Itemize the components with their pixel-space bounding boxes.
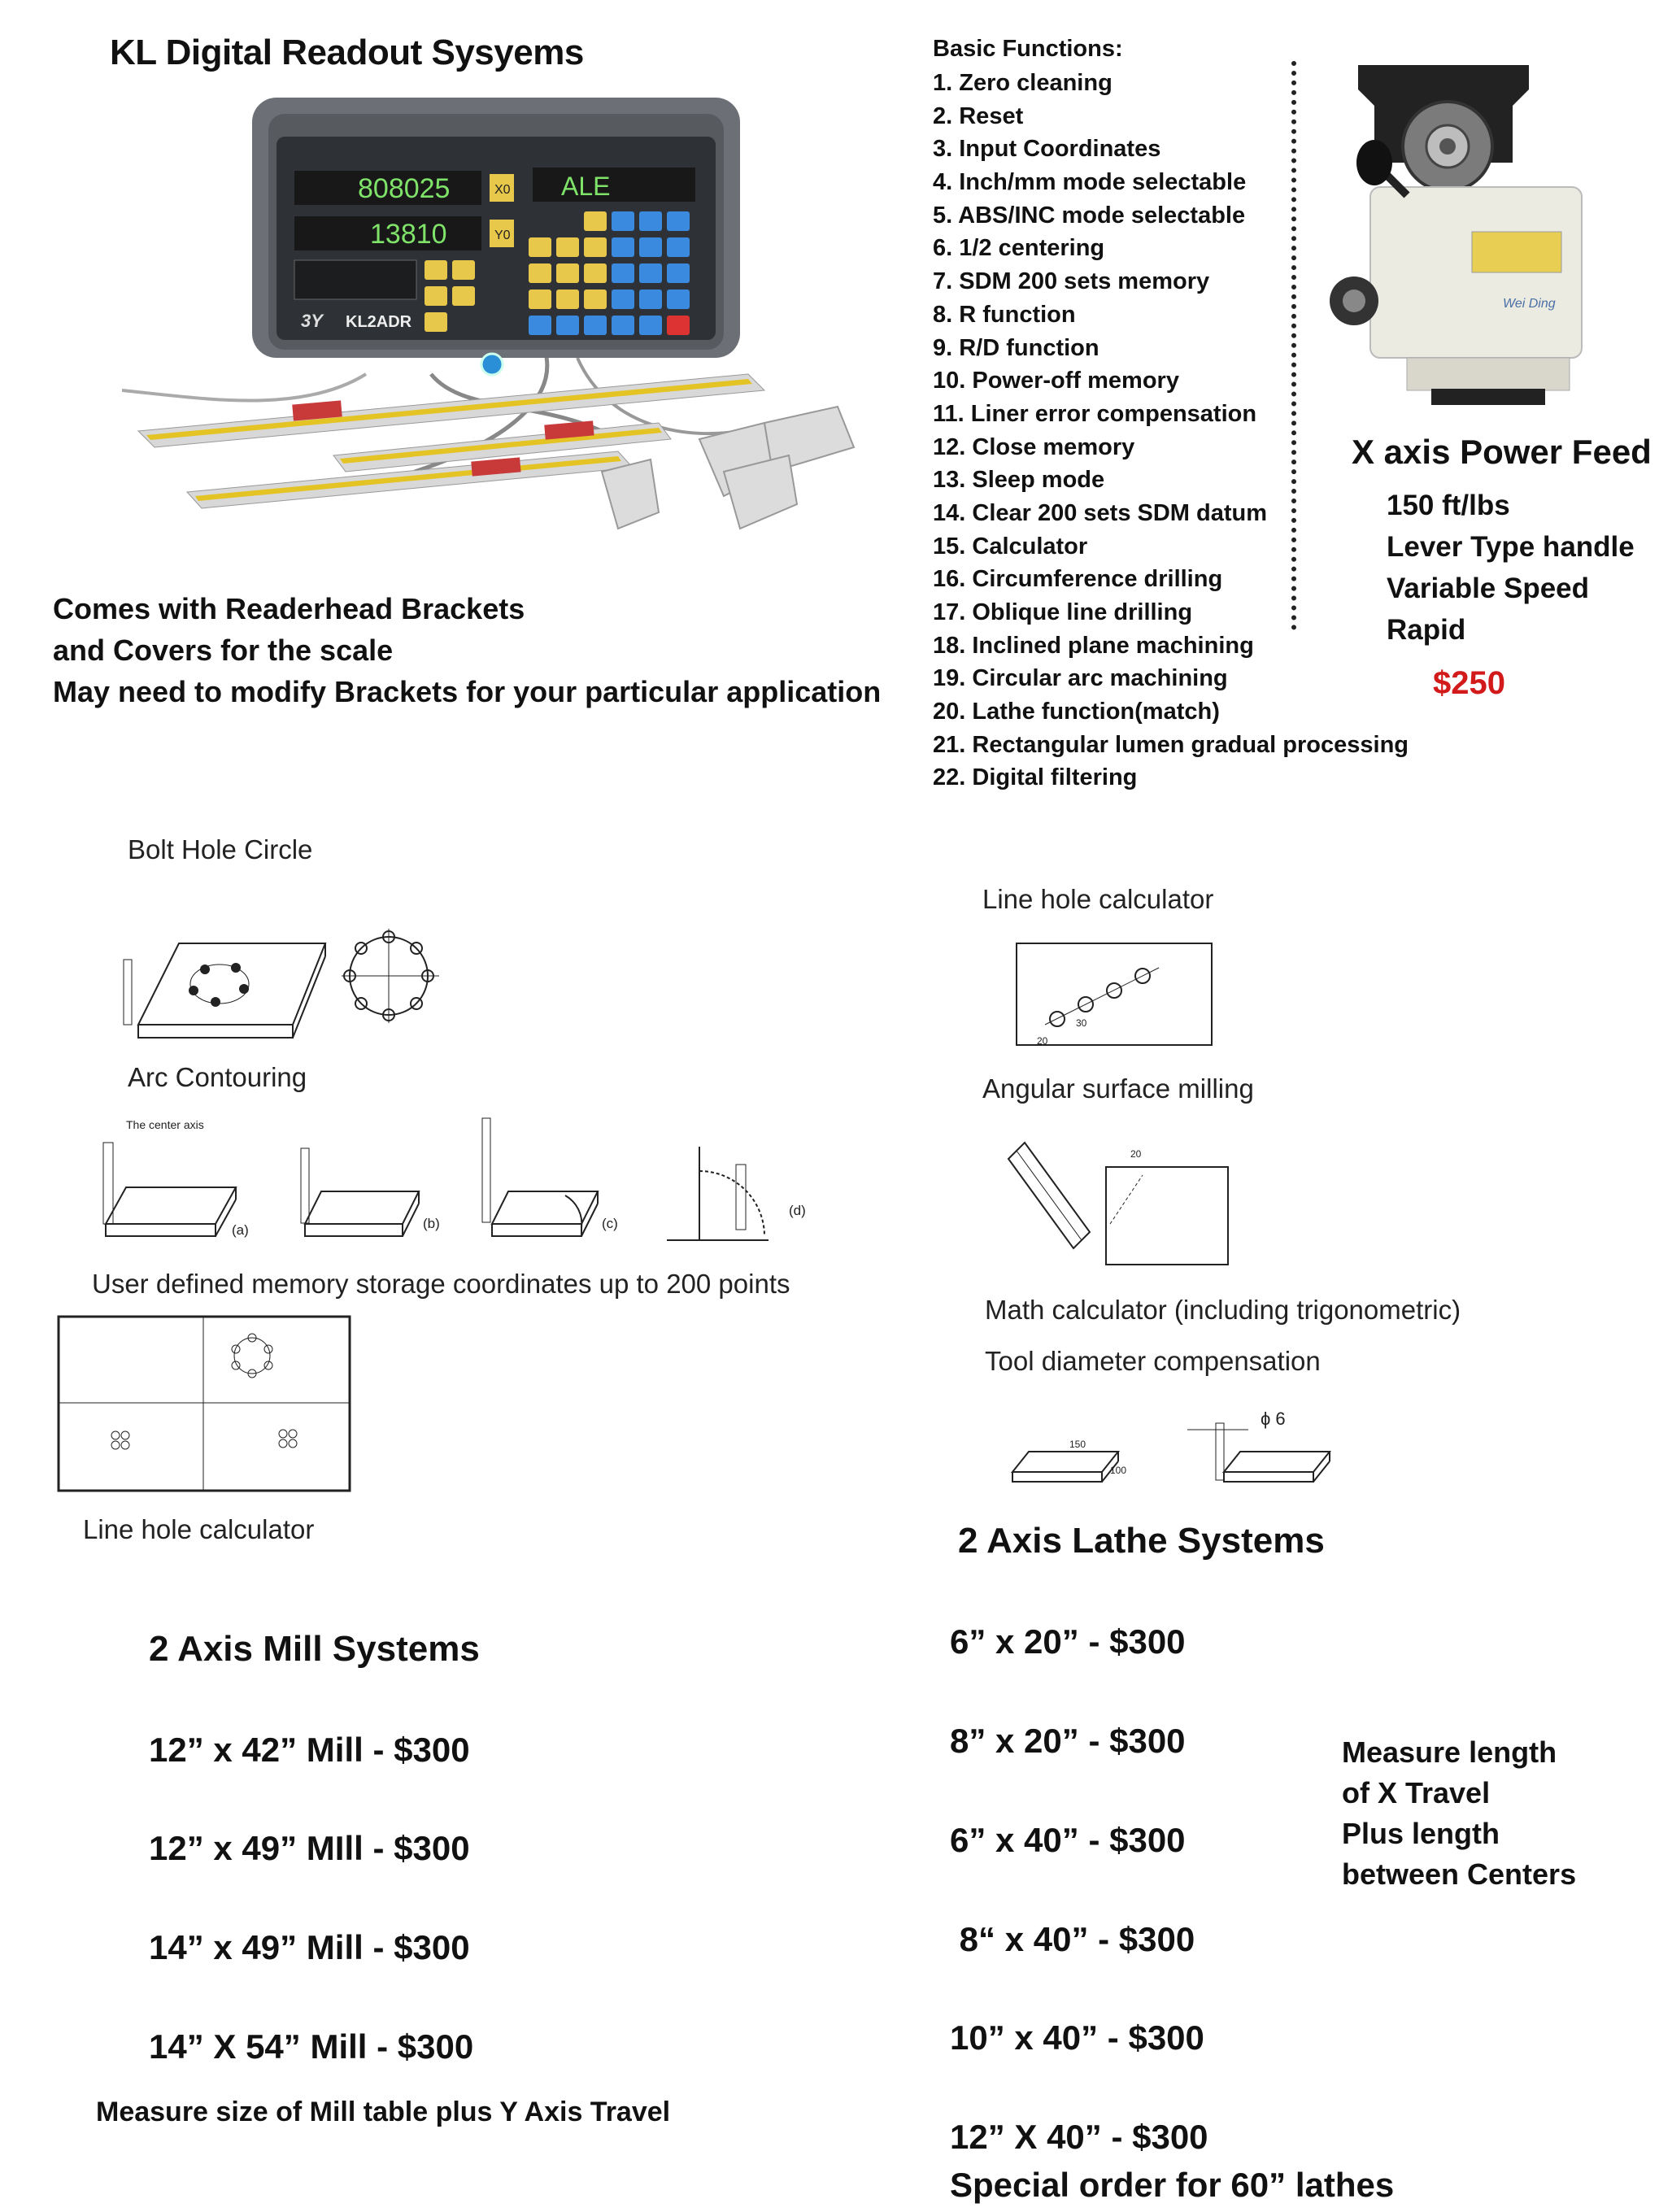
keypad-key[interactable] (529, 290, 551, 309)
keypad-key[interactable] (667, 290, 690, 309)
lathe-item: 8“ x 40” - $300 (950, 1920, 1195, 1958)
function-item: 17. Oblique line drilling (933, 599, 1193, 625)
line-hole-dim-20: 20 (1037, 1035, 1048, 1047)
angular-milling-label: Angular surface milling (982, 1073, 1254, 1104)
keypad-key[interactable] (667, 237, 690, 257)
mill-item: 14” X 54” Mill - $300 (149, 2027, 474, 2066)
note-line-2: and Covers for the scale (53, 634, 394, 667)
function-item: 1. Zero cleaning (933, 70, 1113, 96)
arc-label-d: (d) (789, 1203, 806, 1218)
keypad-key[interactable] (529, 316, 551, 335)
function-item: 4. Inch/mm mode selectable (933, 169, 1247, 196)
function-item: 18. Inclined plane machining (933, 632, 1254, 659)
measure-line-3: Plus length (1342, 1817, 1500, 1850)
power-feed-image (1326, 57, 1635, 415)
function-item: 15. Calculator (933, 533, 1088, 560)
function-item: 6. 1/2 centering (933, 235, 1105, 262)
keypad-key[interactable] (612, 316, 634, 335)
dro-product-image (122, 89, 870, 561)
keypad-key[interactable] (529, 263, 551, 283)
power-feed-spec-torque: 150 ft/lbs (1387, 490, 1510, 521)
angular-milling-diagram (1000, 1126, 1244, 1273)
keypad-key[interactable] (584, 316, 607, 335)
function-item: 13. Sleep mode (933, 467, 1105, 494)
lathe-item: 8” x 20” - $300 (950, 1722, 1186, 1760)
arc-label-b: (b) (423, 1216, 440, 1231)
mill-item: 14” x 49” Mill - $300 (149, 1928, 470, 1966)
tool-comp-dim-150: 150 (1069, 1439, 1086, 1450)
mill-title: 2 Axis Mill Systems (149, 1629, 480, 1669)
keypad-key[interactable] (452, 286, 475, 306)
function-item: 7. SDM 200 sets memory (933, 268, 1210, 295)
keypad-key[interactable] (556, 290, 579, 309)
x-axis-key[interactable]: X0 (494, 183, 511, 197)
keypad-key[interactable] (584, 290, 607, 309)
functions-heading: Basic Functions: (933, 36, 1123, 62)
page-title: KL Digital Readout Sysyems (110, 33, 584, 72)
line-hole-dim-30: 30 (1076, 1017, 1087, 1029)
function-item: 20. Lathe function(match) (933, 699, 1220, 725)
keypad-key[interactable] (639, 263, 662, 283)
arc-label-a: (a) (232, 1222, 249, 1238)
arc-label-c: (c) (602, 1216, 618, 1231)
function-item: 21. Rectangular lumen gradual processing (933, 731, 1409, 758)
keypad-key[interactable] (612, 263, 634, 283)
keypad-key[interactable] (639, 211, 662, 231)
model-label: KL2ADR (346, 313, 412, 331)
note-line-1: Comes with Readerhead Brackets (53, 592, 525, 625)
mill-item: 12” x 42” Mill - $300 (149, 1731, 470, 1769)
keypad-key[interactable] (667, 211, 690, 231)
keypad-key[interactable] (612, 290, 634, 309)
tool-comp-dim-100: 100 (1110, 1465, 1127, 1476)
function-item: 3. Input Coordinates (933, 136, 1161, 163)
keypad-key[interactable] (584, 237, 607, 257)
arc-contouring-diagram (94, 1114, 850, 1244)
dotted-separator (1291, 61, 1296, 630)
line-hole-right-label: Line hole calculator (982, 884, 1214, 914)
measure-line-2: of X Travel (1342, 1776, 1491, 1809)
power-feed-spec-rapid: Rapid (1387, 614, 1466, 646)
angular-dim-20: 20 (1130, 1148, 1142, 1160)
keypad-key[interactable] (667, 316, 690, 335)
keypad-key[interactable] (639, 290, 662, 309)
keypad-key[interactable] (556, 316, 579, 335)
x-display: 808025 (358, 173, 451, 204)
keypad-key[interactable] (612, 211, 634, 231)
keypad-key[interactable] (556, 237, 579, 257)
power-feed-title: X axis Power Feed (1352, 433, 1652, 471)
line-hole-left-label: Line hole calculator (83, 1514, 315, 1544)
lathe-item: 12” X 40” - $300 (950, 2118, 1208, 2156)
keypad-key[interactable] (529, 237, 551, 257)
function-item: 14. Clear 200 sets SDM datum (933, 499, 1268, 526)
bolt-hole-label: Bolt Hole Circle (128, 834, 313, 864)
lathe-item: 10” x 40” - $300 (950, 2018, 1204, 2057)
keypad-key[interactable] (667, 263, 690, 283)
mill-note: Measure size of Mill table plus Y Axis Travel (96, 2097, 671, 2127)
tool-comp-label: Tool diameter compensation (985, 1346, 1321, 1376)
function-item: 10. Power-off memory (933, 368, 1179, 394)
function-item: 19. Circular arc machining (933, 665, 1228, 692)
function-item: 11. Liner error compensation (933, 400, 1257, 427)
memory-storage-label: User defined memory storage coordinates up to 200 points (92, 1269, 790, 1299)
line-hole-diagram (980, 935, 1224, 1057)
y-display: 13810 (370, 219, 447, 250)
lathe-item: 6” x 40” - $300 (950, 1821, 1186, 1859)
power-feed-brand: Wei Ding (1503, 297, 1556, 311)
keypad-key[interactable] (425, 286, 447, 306)
lathe-special-order: Special order for 60” lathes (950, 2166, 1395, 2204)
keypad-key[interactable] (425, 312, 447, 332)
power-feed-price: $250 (1433, 665, 1505, 701)
bolt-hole-diagram (114, 886, 472, 1041)
note-line-3: May need to modify Brackets for your particular application (53, 675, 882, 708)
function-item: 5. ABS/INC mode selectable (933, 202, 1246, 229)
measure-line-1: Measure length (1342, 1735, 1557, 1769)
function-item: 22. Digital filtering (933, 764, 1138, 791)
function-item: 16. Circumference drilling (933, 566, 1223, 593)
power-button[interactable] (481, 354, 503, 375)
brand-logo: 3Y (301, 311, 323, 331)
tool-comp-phi: ϕ 6 (1261, 1409, 1286, 1429)
power-feed-spec-speed: Variable Speed (1387, 573, 1590, 604)
lathe-title: 2 Axis Lathe Systems (958, 1521, 1325, 1561)
lathe-measure-note (1342, 1732, 1576, 1895)
arc-contouring-label: Arc Contouring (128, 1062, 307, 1092)
center-axis-label: The center axis (126, 1118, 204, 1131)
y-axis-key[interactable]: Y0 (494, 229, 511, 242)
keypad-key[interactable] (556, 263, 579, 283)
keypad-key[interactable] (584, 263, 607, 283)
keypad-key[interactable] (452, 260, 475, 280)
message-display: ALE (561, 172, 611, 201)
keypad-key[interactable] (639, 316, 662, 335)
keypad-key[interactable] (425, 260, 447, 280)
function-item: 9. R/D function (933, 334, 1099, 361)
function-item: 2. Reset (933, 102, 1024, 129)
power-feed-spec-handle: Lever Type handle (1387, 531, 1635, 563)
keypad-key[interactable] (612, 237, 634, 257)
function-item: 8. R function (933, 301, 1076, 328)
memory-storage-diagram (57, 1315, 354, 1494)
keypad-key[interactable] (584, 211, 607, 231)
tool-comp-diagram (1004, 1399, 1362, 1496)
math-calculator-label: Math calculator (including trigonometric) (985, 1295, 1461, 1325)
function-item: 12. Close memory (933, 433, 1135, 460)
measure-line-4: between Centers (1342, 1857, 1577, 1891)
mill-item: 12” x 49” MIll - $300 (149, 1829, 470, 1867)
lathe-item: 6” x 20” - $300 (950, 1622, 1186, 1661)
keypad-key[interactable] (639, 237, 662, 257)
